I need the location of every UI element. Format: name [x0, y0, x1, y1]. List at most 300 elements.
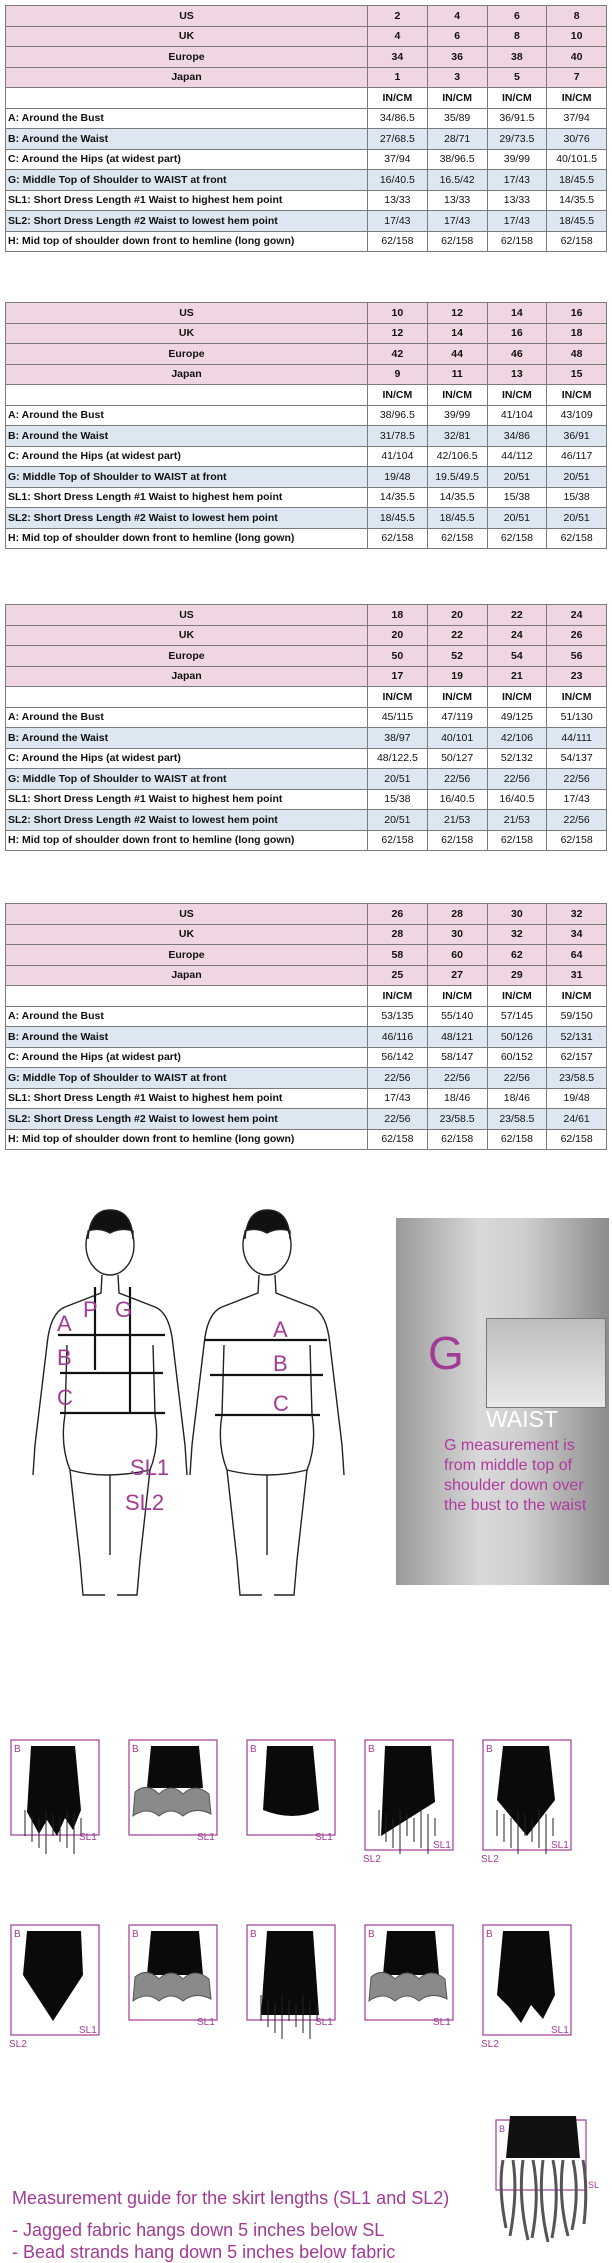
measurement-value: 30/76	[547, 129, 607, 150]
size-value: 8	[547, 6, 607, 27]
size-value: 58	[368, 945, 428, 966]
measurement-row	[6, 1088, 607, 1109]
size-row-japan	[6, 67, 607, 88]
measurement-value: 21/53	[427, 810, 487, 831]
size-row-europe	[6, 945, 607, 966]
skirt-shape	[263, 1746, 319, 1816]
measurement-row	[6, 487, 607, 508]
skirt-label: SL2	[481, 1854, 499, 1865]
size-value: 15	[547, 364, 607, 385]
measurement-value: 37/94	[547, 108, 607, 129]
measurement-value: 20/51	[368, 810, 428, 831]
skirt-label: SL1	[315, 1832, 333, 1843]
measurement-label: G: Middle Top of Shoulder to WAIST at front	[6, 1068, 368, 1089]
skirt-label: SL2	[9, 2039, 27, 2050]
size-row-uk	[6, 625, 607, 646]
label-c: C	[57, 1385, 73, 1410]
size-value: 28	[427, 904, 487, 925]
skirt-label: SL2	[363, 1854, 381, 1865]
measurement-row	[6, 1006, 607, 1027]
frill-layer	[133, 1972, 211, 2001]
size-value: 32	[487, 924, 547, 945]
skirt-diagram	[129, 1740, 217, 1843]
skirt-shape	[23, 1931, 83, 2021]
unit-spacer	[6, 687, 368, 708]
size-row-uk	[6, 924, 607, 945]
skirt-label: SL1	[197, 1832, 215, 1843]
skirt-label: SL1	[551, 1840, 569, 1851]
label-c-right: C	[273, 1391, 289, 1416]
unit-label: IN/CM	[547, 986, 607, 1007]
measurement-value: 36/91	[547, 426, 607, 447]
measurement-value: 17/43	[368, 211, 428, 232]
size-row-japan	[6, 965, 607, 986]
size-value: 64	[547, 945, 607, 966]
size-value: 1	[368, 67, 428, 88]
measurement-label: SL2: Short Dress Length #2 Waist to lowest hem point	[6, 810, 368, 831]
measurement-value: 45/115	[368, 707, 428, 728]
measurement-value: 62/158	[547, 231, 607, 252]
measurement-value: 60/152	[487, 1047, 547, 1068]
measurement-value: 62/158	[427, 1129, 487, 1150]
measurement-value: 51/130	[547, 707, 607, 728]
size-value: 16	[547, 303, 607, 324]
measurement-value: 15/38	[368, 789, 428, 810]
size-value: 14	[487, 303, 547, 324]
size-value: 34	[547, 924, 607, 945]
unit-label: IN/CM	[368, 88, 428, 109]
measurement-value: 14/35.5	[368, 487, 428, 508]
measurement-value: 17/43	[487, 170, 547, 191]
size-table-3	[5, 604, 607, 851]
measurement-value: 36/91.5	[487, 108, 547, 129]
skirt-shape	[147, 1746, 203, 1788]
size-value: 32	[547, 904, 607, 925]
measurement-value: 52/131	[547, 1027, 607, 1048]
dress-form-inset-photo	[486, 1318, 606, 1408]
size-row-japan	[6, 666, 607, 687]
measurement-value: 18/45.5	[368, 508, 428, 529]
size-value: 4	[368, 26, 428, 47]
size-table-1	[5, 5, 607, 252]
skirt-label: SL1	[315, 2017, 333, 2028]
size-value: 20	[427, 605, 487, 626]
measurement-value: 22/56	[487, 1068, 547, 1089]
measurement-value: 19.5/49.5	[427, 467, 487, 488]
size-value: 24	[547, 605, 607, 626]
measurement-value: 34/86	[487, 426, 547, 447]
size-value: 25	[368, 965, 428, 986]
measurement-value: 22/56	[487, 769, 547, 790]
skirt-row-1	[11, 1740, 571, 1865]
measurement-row	[6, 528, 607, 549]
skirt-label: SL1	[433, 1840, 451, 1851]
skirt-label: B	[14, 1744, 21, 1755]
frill-layer	[369, 1972, 447, 2001]
skirt-length-guide	[12, 2187, 502, 2263]
unit-label: IN/CM	[487, 385, 547, 406]
measurement-value: 23/58.5	[427, 1109, 487, 1130]
photo-description: G measurement is from middle top of shoulder down over the bust to the waist	[444, 1437, 587, 1514]
measurement-value: 40/101	[427, 728, 487, 749]
size-system-label: US	[6, 904, 368, 925]
size-system-label: Europe	[6, 47, 368, 68]
measurement-value: 27/68.5	[368, 129, 428, 150]
measurement-value: 17/43	[368, 1088, 428, 1109]
measurement-value: 47/119	[427, 707, 487, 728]
skirt-diagram	[247, 1925, 335, 2039]
measurement-value: 42/106	[487, 728, 547, 749]
measurement-value: 44/111	[547, 728, 607, 749]
measurement-value: 48/121	[427, 1027, 487, 1048]
measurement-row	[6, 707, 607, 728]
size-system-label: US	[6, 303, 368, 324]
size-row-europe	[6, 47, 607, 68]
unit-label: IN/CM	[427, 385, 487, 406]
unit-label: IN/CM	[368, 687, 428, 708]
unit-spacer	[6, 88, 368, 109]
size-system-label: Japan	[6, 666, 368, 687]
size-value: 18	[368, 605, 428, 626]
measurement-value: 40/101.5	[547, 149, 607, 170]
measurement-label: H: Mid top of shoulder down front to hemline (long gown)	[6, 830, 368, 851]
measurement-value: 34/86.5	[368, 108, 428, 129]
size-value: 9	[368, 364, 428, 385]
size-value: 11	[427, 364, 487, 385]
measurement-value: 39/99	[487, 149, 547, 170]
measurement-value: 22/56	[427, 1068, 487, 1089]
size-system-label: US	[6, 605, 368, 626]
measurement-value: 16/40.5	[368, 170, 428, 191]
size-value: 28	[368, 924, 428, 945]
measurement-label: B: Around the Waist	[6, 1027, 368, 1048]
size-system-label: UK	[6, 323, 368, 344]
measurement-value: 62/158	[427, 830, 487, 851]
measurement-value: 48/122.5	[368, 748, 428, 769]
measurement-row	[6, 830, 607, 851]
size-value: 2	[368, 6, 428, 27]
measurement-label: G: Middle Top of Shoulder to WAIST at front	[6, 170, 368, 191]
measurement-value: 62/158	[547, 528, 607, 549]
measurement-value: 41/104	[487, 405, 547, 426]
size-value: 10	[368, 303, 428, 324]
unit-row	[6, 687, 607, 708]
measurement-row	[6, 108, 607, 129]
body-measurement-diagram	[5, 1205, 390, 1605]
size-system-label: Europe	[6, 344, 368, 365]
measurement-label: SL1: Short Dress Length #1 Waist to highest hem point	[6, 487, 368, 508]
measurement-value: 18/46	[427, 1088, 487, 1109]
photo-g-label: G	[428, 1327, 464, 1379]
size-value: 8	[487, 26, 547, 47]
size-value: 20	[368, 625, 428, 646]
size-value: 30	[427, 924, 487, 945]
skirt-label: B	[14, 1929, 21, 1940]
measurement-label: SL1: Short Dress Length #1 Waist to highest hem point	[6, 190, 368, 211]
measurement-value: 57/145	[487, 1006, 547, 1027]
measurement-row	[6, 748, 607, 769]
beaded-skirt-illustration	[488, 2108, 606, 2248]
measurement-value: 62/158	[368, 231, 428, 252]
unit-label: IN/CM	[427, 687, 487, 708]
unit-label: IN/CM	[368, 385, 428, 406]
size-value: 7	[547, 67, 607, 88]
measurement-value: 43/109	[547, 405, 607, 426]
skirt-diagram	[365, 1925, 453, 2028]
measurement-label: SL2: Short Dress Length #2 Waist to lowest hem point	[6, 211, 368, 232]
size-value: 24	[487, 625, 547, 646]
skirt-shape	[27, 1746, 81, 1836]
measurement-value: 37/94	[368, 149, 428, 170]
size-system-label: UK	[6, 625, 368, 646]
size-value: 4	[427, 6, 487, 27]
skirt-shape	[147, 1931, 203, 1975]
size-value: 6	[427, 26, 487, 47]
skirt-diagrams	[5, 1728, 607, 2088]
measurement-value: 19/48	[368, 467, 428, 488]
size-row-europe	[6, 646, 607, 667]
measurement-value: 62/158	[427, 528, 487, 549]
unit-label: IN/CM	[487, 88, 547, 109]
skirt-label: SL1	[433, 2017, 451, 2028]
measurement-value: 62/158	[487, 231, 547, 252]
measurement-value: 46/116	[368, 1027, 428, 1048]
measurement-row	[6, 1129, 607, 1150]
measurement-value: 44/112	[487, 446, 547, 467]
guide-line-2: - Bead strands hang down 5 inches below fabric	[12, 2242, 396, 2262]
size-value: 50	[368, 646, 428, 667]
measurement-value: 62/158	[368, 1129, 428, 1150]
size-value: 3	[427, 67, 487, 88]
size-row-us	[6, 303, 607, 324]
measurement-value: 29/73.5	[487, 129, 547, 150]
measurement-value: 20/51	[368, 769, 428, 790]
unit-label: IN/CM	[547, 687, 607, 708]
measurement-value: 31/78.5	[368, 426, 428, 447]
skirt-diagram	[11, 1740, 99, 1854]
measurement-row	[6, 1027, 607, 1048]
size-row-japan	[6, 364, 607, 385]
measurement-value: 22/56	[547, 810, 607, 831]
label-a: A	[57, 1311, 72, 1336]
measurement-value: 22/56	[368, 1068, 428, 1089]
size-value: 44	[427, 344, 487, 365]
measurement-value: 32/81	[427, 426, 487, 447]
measurement-value: 50/127	[427, 748, 487, 769]
size-system-label: Japan	[6, 364, 368, 385]
measurement-value: 62/158	[487, 830, 547, 851]
measurement-value: 38/97	[368, 728, 428, 749]
unit-label: IN/CM	[487, 986, 547, 1007]
skirt-label: SL1	[79, 1832, 97, 1843]
size-value: 52	[427, 646, 487, 667]
size-value: 26	[547, 625, 607, 646]
measurement-value: 15/38	[487, 487, 547, 508]
skirt-shape	[381, 1746, 435, 1836]
size-value: 46	[487, 344, 547, 365]
unit-spacer	[6, 986, 368, 1007]
measurement-row	[6, 149, 607, 170]
measurement-label: C: Around the Hips (at widest part)	[6, 446, 368, 467]
skirt-label: B	[250, 1744, 257, 1755]
label-sl2: SL2	[125, 1490, 165, 1515]
measurement-row	[6, 467, 607, 488]
measurement-label: A: Around the Bust	[6, 1006, 368, 1027]
size-value: 6	[487, 6, 547, 27]
measurement-row	[6, 405, 607, 426]
size-value: 12	[427, 303, 487, 324]
beaded-sl-label: SL	[588, 2180, 600, 2190]
measurement-label: H: Mid top of shoulder down front to hemline (long gown)	[6, 528, 368, 549]
measurement-value: 35/89	[427, 108, 487, 129]
measurement-value: 56/142	[368, 1047, 428, 1068]
skirt-shape	[383, 1931, 439, 1975]
unit-label: IN/CM	[547, 385, 607, 406]
skirt-label: SL1	[79, 2025, 97, 2036]
measurement-row	[6, 190, 607, 211]
skirt-diagram	[363, 1740, 453, 1865]
measurement-value: 53/135	[368, 1006, 428, 1027]
measurement-label: B: Around the Waist	[6, 728, 368, 749]
measurement-label: H: Mid top of shoulder down front to hemline (long gown)	[6, 231, 368, 252]
skirt-label: B	[250, 1929, 257, 1940]
measurement-value: 62/158	[547, 830, 607, 851]
size-value: 60	[427, 945, 487, 966]
measurement-row	[6, 789, 607, 810]
measurement-row	[6, 508, 607, 529]
skirt-label: B	[486, 1744, 493, 1755]
measurement-label: SL1: Short Dress Length #1 Waist to highest hem point	[6, 789, 368, 810]
measurement-value: 62/158	[368, 830, 428, 851]
measurement-value: 18/45.5	[547, 211, 607, 232]
skirt-label: B	[486, 1929, 493, 1940]
measurement-value: 42/106.5	[427, 446, 487, 467]
measurement-value: 13/33	[368, 190, 428, 211]
measurement-value: 17/43	[487, 211, 547, 232]
label-b: B	[57, 1345, 72, 1370]
measurement-value: 41/104	[368, 446, 428, 467]
size-value: 42	[368, 344, 428, 365]
size-value: 38	[487, 47, 547, 68]
measurement-label: A: Around the Bust	[6, 108, 368, 129]
size-system-label: Europe	[6, 945, 368, 966]
size-value: 27	[427, 965, 487, 986]
measurement-label: SL1: Short Dress Length #1 Waist to highest hem point	[6, 1088, 368, 1109]
photo-waist-label: WAIST	[486, 1406, 558, 1432]
measurement-value: 22/56	[547, 769, 607, 790]
measurement-row	[6, 810, 607, 831]
frill-layer	[133, 1787, 211, 1816]
unit-row	[6, 385, 607, 406]
skirt-diagram	[9, 1925, 99, 2050]
skirt-label: SL2	[481, 2039, 499, 2050]
measurement-value: 16/40.5	[427, 789, 487, 810]
measurement-value: 20/51	[487, 508, 547, 529]
measurement-row	[6, 728, 607, 749]
unit-row	[6, 986, 607, 1007]
size-system-label: Japan	[6, 965, 368, 986]
measurement-label: A: Around the Bust	[6, 707, 368, 728]
measurement-label: H: Mid top of shoulder down front to hemline (long gown)	[6, 1129, 368, 1150]
size-value: 16	[487, 323, 547, 344]
size-value: 29	[487, 965, 547, 986]
measurement-value: 62/157	[547, 1047, 607, 1068]
label-sl1: SL1	[130, 1455, 170, 1480]
size-value: 21	[487, 666, 547, 687]
size-value: 10	[547, 26, 607, 47]
skirt-label: B	[368, 1744, 375, 1755]
measurement-value: 14/35.5	[547, 190, 607, 211]
measurement-value: 18/45.5	[427, 508, 487, 529]
unit-spacer	[6, 385, 368, 406]
measurement-row	[6, 426, 607, 447]
measurement-value: 62/158	[547, 1129, 607, 1150]
measurement-value: 38/96.5	[427, 149, 487, 170]
size-system-label: UK	[6, 26, 368, 47]
measurement-value: 20/51	[487, 467, 547, 488]
skirt-label: B	[132, 1929, 139, 1940]
measurement-value: 18/45.5	[547, 170, 607, 191]
measurement-value: 17/43	[547, 789, 607, 810]
size-row-us	[6, 6, 607, 27]
measurement-row	[6, 1109, 607, 1130]
measurement-value: 55/140	[427, 1006, 487, 1027]
size-value: 12	[368, 323, 428, 344]
size-value: 40	[547, 47, 607, 68]
size-value: 18	[547, 323, 607, 344]
size-value: 36	[427, 47, 487, 68]
size-value: 22	[487, 605, 547, 626]
measurement-row	[6, 1047, 607, 1068]
measurement-value: 18/46	[487, 1088, 547, 1109]
unit-label: IN/CM	[547, 88, 607, 109]
measurement-label: SL2: Short Dress Length #2 Waist to lowest hem point	[6, 508, 368, 529]
size-value: 17	[368, 666, 428, 687]
skirt-label: B	[132, 1744, 139, 1755]
dress-form-photo	[396, 1218, 609, 1585]
size-row-uk	[6, 26, 607, 47]
measurement-value: 39/99	[427, 405, 487, 426]
measurement-row	[6, 211, 607, 232]
size-value: 56	[547, 646, 607, 667]
measurement-value: 54/137	[547, 748, 607, 769]
skirt-shape	[497, 1931, 555, 2023]
size-value: 13	[487, 364, 547, 385]
size-value: 14	[427, 323, 487, 344]
skirt-diagram	[247, 1740, 335, 1843]
measurement-value: 19/48	[547, 1088, 607, 1109]
measurement-value: 62/158	[487, 528, 547, 549]
size-system-label: Japan	[6, 67, 368, 88]
skirt-diagram	[481, 1925, 571, 2050]
measurement-label: G: Middle Top of Shoulder to WAIST at front	[6, 769, 368, 790]
measurement-row	[6, 170, 607, 191]
measurement-label: G: Middle Top of Shoulder to WAIST at front	[6, 467, 368, 488]
size-table-2	[5, 302, 607, 549]
guide-title: Measurement guide for the skirt lengths (SL1 and SL2)	[12, 2188, 450, 2208]
unit-label: IN/CM	[487, 687, 547, 708]
size-row-us	[6, 904, 607, 925]
label-g: G	[115, 1297, 133, 1322]
size-row-us	[6, 605, 607, 626]
size-system-label: UK	[6, 924, 368, 945]
measurement-row	[6, 231, 607, 252]
measurement-value: 15/38	[547, 487, 607, 508]
size-value: 5	[487, 67, 547, 88]
measurement-value: 23/58.5	[547, 1068, 607, 1089]
measurement-value: 62/158	[427, 231, 487, 252]
measurement-label: C: Around the Hips (at widest part)	[6, 149, 368, 170]
